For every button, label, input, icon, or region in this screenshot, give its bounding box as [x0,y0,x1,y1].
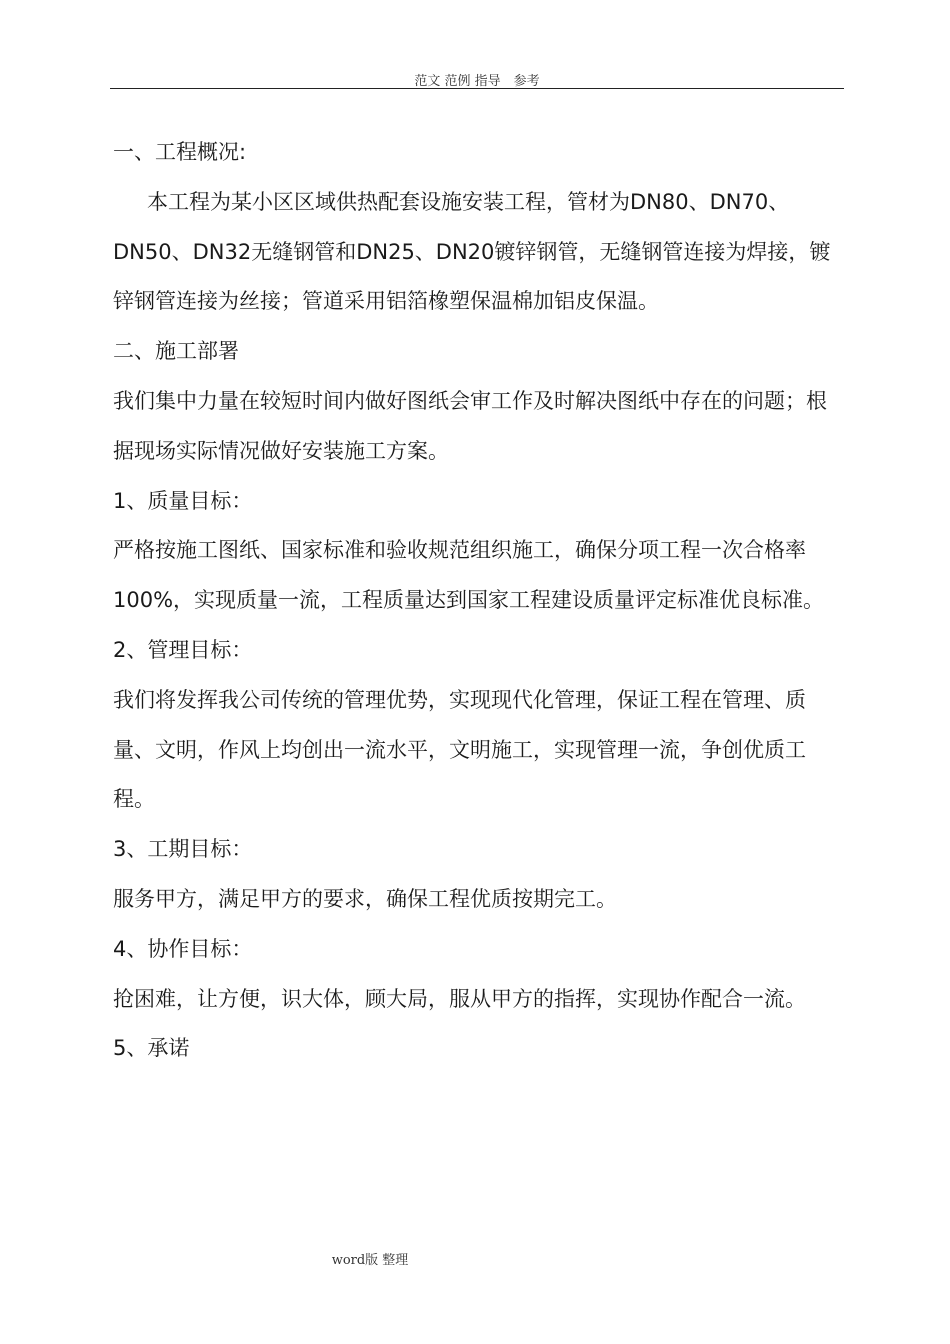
section-heading-deployment: 二、施工部署 [113,339,239,364]
cooperation-goal-paragraph: 抢困难，让方便，识大体，顾大局，服从甲方的指挥，实现协作配合一流。 [113,986,806,1011]
deployment-paragraph: 我们集中力量在较短时间内做好图纸会审工作及时解决图纸中存在的问题；根据现场实际情况做好安装施工方案。 [113,388,827,463]
subheading-commitment: 5、承诺 [113,1036,190,1061]
section-heading-overview: 一、工程概况: [113,140,247,164]
page-header: 范文 范例 指导 参考 [414,74,540,89]
management-goal-paragraph: 我们将发挥我公司传统的管理优势，实现现代化管理，保证工程在管理、质量、文明，作风上均创出一流水平，文明施工，实现管理一流，争创优质工程。 [113,687,806,812]
quality-goal-paragraph: 严格按施工图纸、国家标准和验收规范组织施工，确保分项工程一次合格率100%，实现质量一流，工程质量达到国家工程建设质量评定标准优良标准。 [113,538,825,613]
subheading-management-goal: 2、管理目标： [113,637,253,662]
overview-paragraph: 本工程为某小区区域供热配套设施安装工程，管材为DN80、DN70、DN50、DN32无缝钢管和DN25、DN20镀锌钢管，无缝钢管连接为焊接，镀锌钢管连接为丝接；管道采用铝箔橡塑保温棉加铝皮保温。 [113,189,831,314]
document-body [113,128,843,1074]
header-divider [110,88,844,89]
schedule-goal-paragraph: 服务甲方，满足甲方的要求，确保工程优质按期完工。 [113,886,617,911]
subheading-schedule-goal: 3、工期目标： [113,837,253,862]
subheading-cooperation-goal: 4、协作目标： [113,936,253,961]
page-footer: word版 整理 [331,1253,409,1268]
subheading-quality-goal: 1、质量目标： [113,488,253,513]
